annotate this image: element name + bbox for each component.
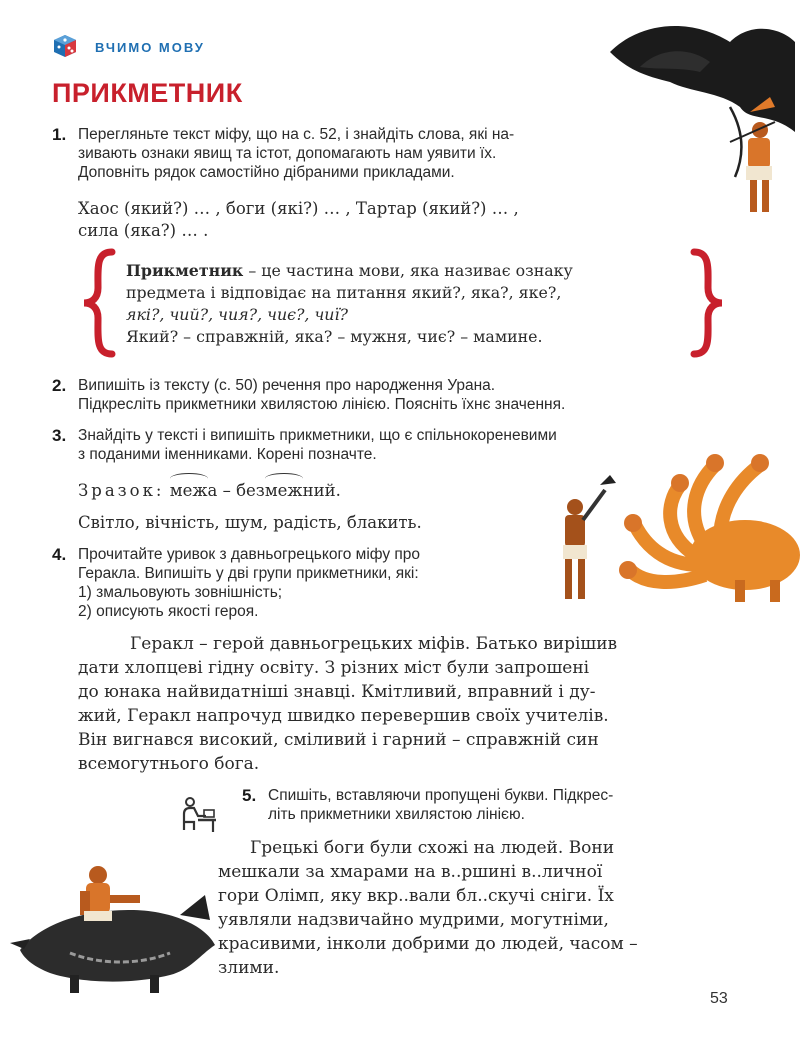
boar-illustration — [10, 855, 220, 999]
rule-term: Прикметник — [126, 261, 244, 280]
rule-line: Який? – справжній, яка? – мужня, чиє? – мамине. — [126, 327, 543, 346]
task-number: 5. — [242, 786, 257, 805]
task-4-story — [78, 632, 728, 776]
example-line: Хаос (який?) … , боги (які?) … , Тартар (який?) … , — [78, 199, 519, 218]
story-line: дати хлопцеві гідну освіту. З різних міст були запрошені — [78, 658, 590, 678]
word-ending: а — [207, 481, 218, 500]
task-text-line: зивають ознаки явищ та істот, допомагають нам уявити їх. — [78, 145, 497, 162]
rule-box — [78, 248, 728, 358]
dash: – — [217, 481, 237, 500]
story-line: жий, Геракл напрочуд швидко перевершив своїх учителів. — [78, 706, 609, 726]
task-5-text — [218, 836, 728, 980]
hydra-illustration — [545, 445, 800, 619]
task-2 — [52, 376, 732, 414]
page-number: 53 — [710, 990, 728, 1007]
task-5 — [242, 786, 732, 824]
task-1-example — [78, 198, 638, 242]
story-line: до юнака найвидатніші знавці. Кмітливий, вправний і ду- — [78, 682, 596, 702]
task-text-line: Знайдіть у тексті і випишіть прикметники, що є спільнокореневими — [78, 427, 557, 444]
task-3-sample — [78, 476, 538, 538]
dice-icon — [52, 33, 78, 63]
right-brace-icon — [688, 248, 728, 358]
task-text-line: Прочитайте уривок з давньогрецького міфу про — [78, 546, 421, 563]
task-text-line: Перегляньте текст міфу, що на с. 52, і знайдіть слова, які на- — [78, 126, 515, 143]
task-number: 1. — [52, 125, 67, 144]
story-line: Він вигнався високий, сміливий і гарний – справжній син — [78, 730, 599, 750]
task-text-line: Підкресліть прикметники хвилястою лінією. Поясніть їхнє значення. — [78, 396, 566, 413]
word-list: Світло, вічність, шум, радість, блакить. — [78, 513, 422, 532]
sample-label: Зразок: — [78, 481, 165, 500]
example-line: сила (яка?) … . — [78, 221, 209, 240]
root-mark: меж — [170, 476, 208, 506]
exercise-line: мешкали за хмарами на в..ршині в..личної — [218, 862, 603, 882]
task-number: 2. — [52, 376, 67, 395]
task-text-line: 2) описують якості героя. — [78, 603, 259, 620]
task-4 — [52, 545, 532, 621]
left-brace-icon — [78, 248, 118, 358]
story-line: всемогутнього бога. — [78, 754, 260, 774]
exercise-line: Грецькі боги були схожі на людей. Вони — [250, 838, 615, 858]
task-text-line: з поданими іменниками. Корені позначте. — [78, 446, 377, 463]
page-title: ПРИКМЕТНИК — [52, 78, 243, 108]
task-text-line: літь прикметники хвилястою лінією. — [268, 806, 525, 823]
task-text-line: Геракла. Випишіть у дві групи прикметники, які: — [78, 565, 419, 582]
rule-line: які?, чий?, чия?, чиє?, чиї? — [126, 305, 348, 324]
task-text-line: Доповніть рядок самостійно дібраними прикладами. — [78, 164, 455, 181]
task-text-line: Спишіть, вставляючи пропущені букви. Підкрес- — [268, 787, 614, 804]
word-prefix: без — [236, 481, 265, 500]
task-text-line: 1) змальовують зовнішність; — [78, 584, 283, 601]
exercise-line: красивими, інколи добрими до людей, часом – — [218, 934, 638, 954]
task-text-line: Випишіть із тексту (с. 50) речення про народження Урана. — [78, 377, 496, 394]
writing-student-icon — [180, 796, 218, 838]
exercise-line: гори Олімп, яку вкр..вали бл..скучі сніги. Їх — [218, 886, 614, 906]
root-mark: меж — [265, 476, 303, 506]
task-number: 4. — [52, 545, 67, 564]
task-1 — [52, 125, 652, 182]
story-line: Геракл – герой давньогрецьких міфів. Батько вирішив — [130, 634, 618, 654]
exercise-line: уявляли надзвичайно мудрими, могутніми, — [218, 910, 609, 930]
archer-illustration — [600, 12, 800, 226]
rule-line: предмета і відповідає на питання який?, яка?, яке?, — [126, 283, 562, 302]
series-label: ВЧИМО МОВУ — [95, 40, 205, 55]
rule-definition — [126, 260, 686, 348]
rule-line: – це частина мови, яка називає ознаку — [243, 261, 573, 280]
exercise-line: злими. — [218, 958, 280, 978]
word-ending: ний. — [302, 481, 341, 500]
task-number: 3. — [52, 426, 67, 445]
